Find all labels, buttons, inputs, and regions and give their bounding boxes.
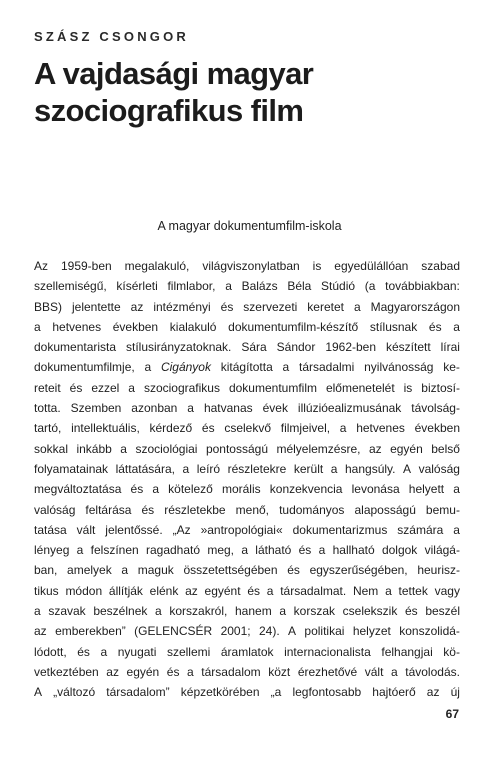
body-line: a szavak beszélnek a korszakról, hanem a korszak cselekszik és beszél [34,604,460,619]
body-line: szellemiségű, kísérleti filmlabor, a Balázs Béla Stúdió (a továbbiakban: [34,279,460,294]
author-name: SZÁSZ CSONGOR [34,29,189,44]
body-text [34,256,460,703]
body-line: tartó, intellektuális, kérdező és cselekvő filmjeivel, a hetvenes években [34,421,460,436]
body-line: tatása vált jelentőssé. „Az »antropológiai« dokumentarizmus számára a [34,522,460,537]
body-line: vetkeztében az egyén és a társadalom közt érezhetővé vált a távolodás. [34,664,460,679]
body-line: megváltoztatása és a kötelező morális konzekvencia levonása helyett a [34,482,460,497]
title-line-2: szociografikus film [34,93,304,128]
body-line: BBS) jelentette az intézményi és szervezeti keretet a Magyarországon [34,299,460,314]
body-line: dokumentarista stílusirányzatoknak. Sára Sándor 1962-ben készített lírai [34,340,460,355]
section-heading: A magyar dokumentumfilm-iskola [157,219,342,233]
body-line: az emberekben” (GELENCSÉR 2001; 24). A politikai helyzet konszolidá- [34,624,460,639]
page-number: 67 [445,707,459,721]
body-line: a hetvenes években kialakuló dokumentumfilm-készítő stílusnak és a [34,319,460,334]
body-line: folyamatainak láttatására, a leíró részletekre került a hangsúly. A valóság [34,461,460,476]
article-title [34,55,474,129]
body-line: tikus módon állítják elénk az egyént és a társadalmat. Nem a tettek vagy [34,583,460,598]
body-line: valóság feltárása és részletekbe menő, tudományos alaposságú bemu- [34,502,460,517]
body-line: ban, amelyek a maguk összetettségében és egyszerűségében, heurisz- [34,563,460,578]
body-line: reteit és ezzel a szociografikus dokumentumfilm előmenetelét is biztosí- [34,380,460,395]
body-line: totta. Szemben azonban a hatvanas évek illúzióealizmusának távolság- [34,401,460,416]
body-line: A „változó társadalom” képzetkörében „a legfontosabb hajtóerő az új [34,685,460,700]
body-line: lódott, és a nyugati szellemi áramlatok internacionalista felhangjai kö- [34,644,460,659]
body-line: Az 1959-ben megalakuló, világviszonylatban is egyedülállóan szabad [34,259,460,273]
title-line-1: A vajdasági magyar [34,56,314,91]
body-line: lényeg a felszínen ragadható meg, a látható és a hallható dolgok világá- [34,543,460,558]
body-line: dokumentumfilmje, a Cigányok kitágította a társadalmi nyilvánosság ke- [34,360,460,375]
body-line: sokkal inkább a szociológiai pontosságú mélyelemzésre, az egyén belső [34,441,460,456]
